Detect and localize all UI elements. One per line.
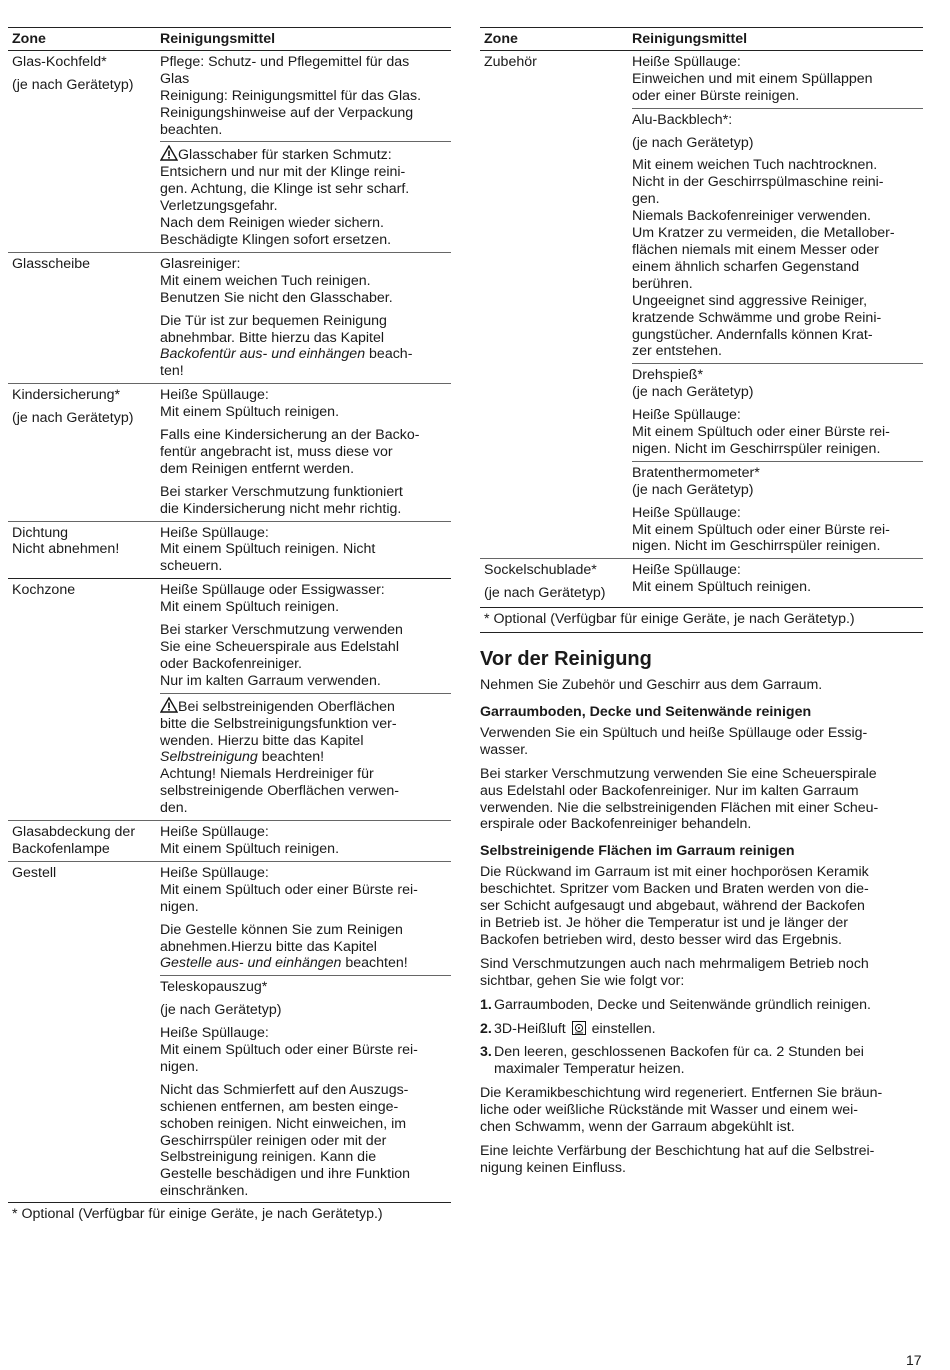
- footnote: * Optional (Verfügbar für einige Geräte, je nach Gerätetyp.): [8, 1202, 451, 1223]
- header-agent: Reinigungsmittel: [632, 31, 748, 47]
- subsection-title: Selbstreinigende Flächen im Garraum reinigen: [480, 843, 795, 860]
- zone-cell: Sockelschublade* (je nach Gerätetyp): [484, 562, 606, 602]
- table-row: [8, 862, 451, 1203]
- zone-cell: Glasabdeckung der Backofenlampe: [12, 824, 136, 857]
- zone-cell: Kochzone: [12, 582, 76, 599]
- header-zone: Zone: [484, 31, 518, 47]
- table-row: [8, 253, 451, 384]
- agent-cell: Glasreiniger: Mit einem weichen Tuch reinigen. Benutzen Sie nicht den Glasschaber. Die Tür ist zur bequemen Reinigung abnehmbar. Bitte hierzu das Kapitel Backofentür aus- und einhängen beach- ten!: [160, 255, 413, 380]
- zone-cell: Zubehör: [484, 53, 537, 70]
- paragraph: Die Keramikbeschichtung wird regeneriert. Entfernen Sie bräun- liche oder weißliche Rückstände mit Wasser und einem wei- chen Schwamm, wenn der Garraum abgekühlt ist.: [480, 1085, 883, 1136]
- zone-cell: Kindersicherung* (je nach Gerätetyp): [12, 387, 134, 427]
- zone-cell: Gestell: [12, 864, 57, 881]
- subsection-title: Garraumboden, Decke und Seitenwände reinigen: [480, 704, 812, 720]
- paragraph: Die Rückwand im Garraum ist mit einer hochporösen Keramik beschichtet. Spritzer vom Backen und Braten werden von die- ser Schicht aufgesaugt und abgebaut, während der Backofen in Betrieb ist. Je höher die Temperatur ist und je länger der Backofen betrieben wird, desto besser wird das Ergebnis.: [480, 864, 869, 948]
- section-intro: Nehmen Sie Zubehör und Geschirr aus dem Garraum.: [480, 677, 823, 694]
- table-header: [480, 28, 923, 51]
- agent-cell: Heiße Spüllauge: Mit einem Spültuch oder einer Bürste rei- nigen. Die Gestelle können Sie zum Reinigen abnehmen.Hierzu bitte das Kapitel Gestelle aus- und einhängen beachten! Teleskopauszug* (je nach Gerätetyp) Heiße Spüllauge: Mit einem Spültuch oder einer Bürste rei- nigen. Nicht das Schmierfett auf den Auszugs- schienen entfernen, am besten einge- schoben reinigen. Nicht einweichen, im Geschirrspüler reinigen oder mit der Selbstreinigung reinigen. Kann die Gestelle beschädigen und ihre Funktion einschränken.: [160, 862, 451, 1203]
- warning-icon: [160, 697, 178, 713]
- list-item: 1. Garraumboden, Decke und Seitenwände gründlich reinigen.: [480, 996, 871, 1013]
- table-header: [8, 28, 451, 51]
- paragraph: Eine leichte Verfärbung der Beschichtung hat auf die Selbstrei- nigung keinen Einfluss.: [480, 1142, 875, 1176]
- zone-cell: Glas-Kochfeld* (je nach Gerätetyp): [12, 53, 134, 93]
- footnote: * Optional (Verfügbar für einige Geräte, je nach Gerätetyp.): [480, 607, 923, 633]
- zone-cell: Dichtung Nicht abnehmen!: [12, 524, 120, 558]
- table-row: [8, 51, 451, 253]
- page-number: 17: [906, 1352, 922, 1368]
- left-column: [8, 27, 451, 1223]
- cleaning-table-left: [8, 27, 451, 1223]
- header-zone: Zone: [12, 31, 46, 47]
- warning-icon: [160, 145, 178, 161]
- list-item: 2. 3D-Heißluft einstellen.: [480, 1020, 656, 1037]
- hot-air-3d-icon: [572, 1021, 586, 1035]
- table-row: [480, 559, 923, 608]
- paragraph: Bei starker Verschmutzung verwenden Sie eine Scheuerspirale aus Edelstahl oder Backofenreiniger. Nur im kalten Garraum verwenden. Nie die selbstreinigenden Flächen mit einer Scheu- erspirale oder Backofenreiniger behandeln.: [480, 765, 879, 833]
- agent-cell: Pflege: Schutz- und Pflegemittel für das Glas Reinigung: Reinigungsmittel für das Glas. Reinigungshinweise auf der Verpackung beachten. Glasschaber für starken Schmutz: Entsichern und nur mit der Klinge reini- gen. Achtung, die Klinge ist sehr scharf. Verletzungsgefahr. Nach dem Reinigen wieder sichern. Beschädigte Klingen sofort ersetzen.: [160, 51, 451, 252]
- steps-list: [480, 997, 923, 1079]
- agent-cell: Heiße Spüllauge: Mit einem Spültuch reinigen.: [160, 824, 340, 857]
- cleaning-table-right: [480, 27, 923, 633]
- agent-cell: Heiße Spüllauge: Mit einem Spültuch reinigen. Nicht scheuern.: [160, 524, 376, 575]
- zone-cell: Glasscheibe: [12, 255, 91, 272]
- section-title: Vor der Reinigung: [480, 648, 652, 671]
- right-column: [480, 27, 923, 1177]
- agent-cell: Heiße Spüllauge: Mit einem Spültuch reinigen.: [632, 562, 812, 596]
- agent-cell: Heiße Spüllauge: Mit einem Spültuch reinigen. Falls eine Kindersicherung an der Backo- fentür angebracht ist, muss diese vor dem Reinigen entfernt werden. Bei starker Verschmutzung funktioniert die Kindersicherung nicht mehr richtig.: [160, 387, 420, 517]
- table-row: [480, 51, 923, 559]
- paragraph: Verwenden Sie ein Spültuch und heiße Spüllauge oder Essig- wasser.: [480, 724, 868, 758]
- agent-cell: Heiße Spüllauge oder Essigwasser: Mit einem Spültuch reinigen. Bei starker Verschmutzung verwenden Sie eine Scheuerspirale aus Edelstahl oder Backofenreiniger. Nur im kalten Garraum verwenden. Bei selbstreinigenden Oberflächen bitte die Selbstreinigungsfunktion ver- wenden. Hierzu bitte das Kapitel Selbstreinigung beachten! Achtung! Niemals Herdreiniger für selbstreinigende Oberflächen verwen- den.: [160, 579, 451, 820]
- header-agent: Reinigungsmittel: [160, 31, 276, 47]
- table-row: [8, 522, 451, 580]
- table-row: [8, 579, 451, 821]
- list-item: 3. Den leeren, geschlossenen Backofen für ca. 2 Stunden bei maximaler Temperatur heizen.: [480, 1044, 864, 1078]
- table-row: [8, 384, 451, 521]
- paragraph: Sind Verschmutzungen auch nach mehrmaligem Betrieb noch sichtbar, gehen Sie wie folgt vor:: [480, 955, 869, 989]
- agent-cell: Heiße Spüllauge: Einweichen und mit einem Spüllappen oder einer Bürste reinigen. Alu-Backblech*: (je nach Gerätetyp) Mit einem weichen Tuch nachtrocknen. Nicht in der Geschirrspülmaschine reini- gen. Niemals Backofenreiniger verwenden. Um Kratzer zu vermeiden, die Metallober- flächen niemals mit einem Messer oder einem ähnlich scharfen Gegenstand berühren. Ungeeignet sind aggressive Reiniger, kratzende Schwämme und grobe Reini- gungstücher. Andernfalls können Krat- zer entstehen. Drehspieß* (je nach Gerätetyp) Heiße Spüllauge: Mit einem Spültuch oder einer Bürste rei- nigen. Nicht im Geschirrspüler reinigen. Bratenthermometer* (je nach Gerätetyp) Heiße Spüllauge: Mit einem Spültuch oder einer Bürste rei- nigen. Nicht im Geschirrspüler reinigen.: [632, 51, 923, 558]
- table-row: [8, 821, 451, 862]
